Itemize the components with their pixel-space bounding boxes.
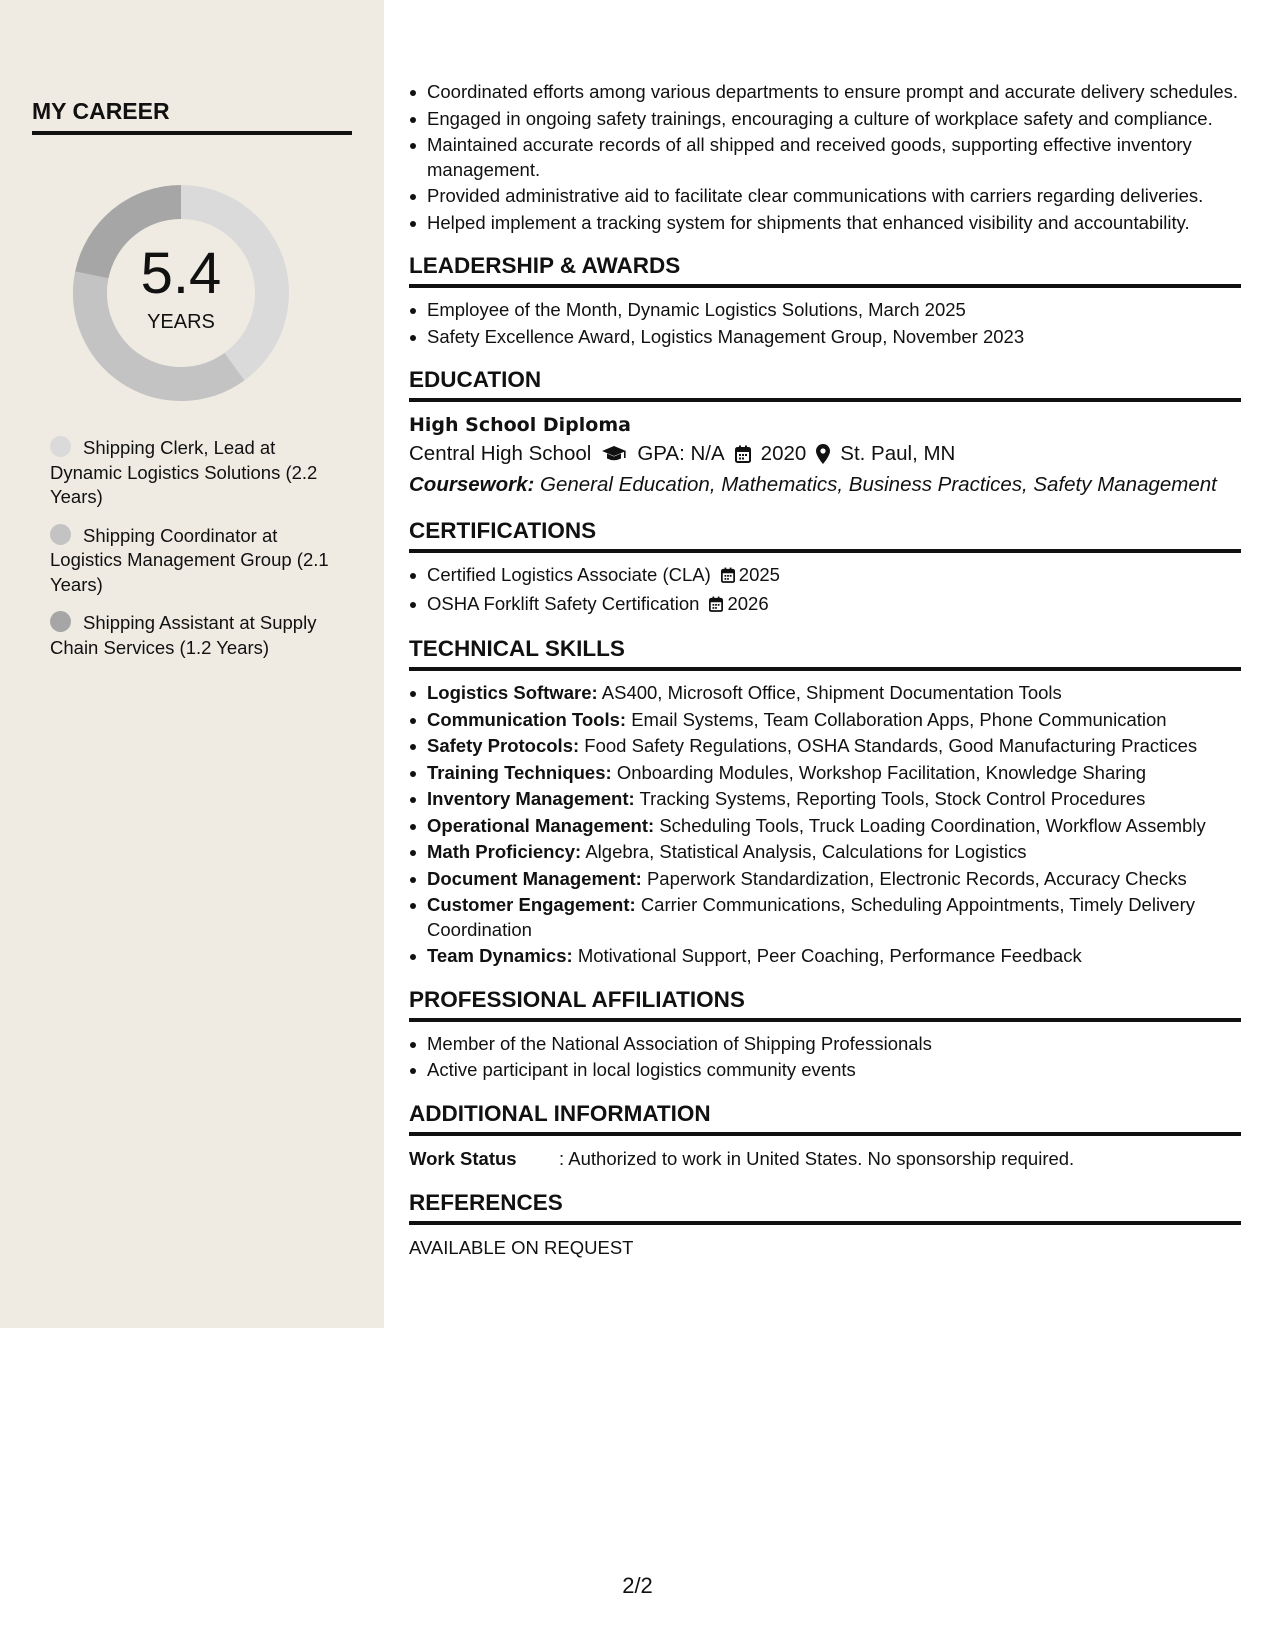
skill-text: Onboarding Modules, Workshop Facilitation, Knowledge Sharing — [616, 761, 1147, 783]
skill-item — [409, 867, 1241, 892]
work-status-row — [409, 1146, 1241, 1172]
gpa-value: GPA: N/A — [637, 442, 725, 465]
certifications-section — [409, 518, 1241, 618]
experience-bullet: Engaged in ongoing safety trainings, encouraging a culture of workplace safety and compliance. — [409, 107, 1241, 132]
skills-list — [409, 681, 1241, 969]
certification-name: Certified Logistics Associate (CLA) — [427, 564, 711, 585]
skill-text: Paperwork Standardization, Electronic Records, Accuracy Checks — [646, 867, 1187, 889]
certification-year: 2025 — [738, 564, 780, 585]
skill-item — [409, 708, 1241, 733]
work-status-label: Work Status — [409, 1147, 517, 1169]
skill-text: Food Safety Regulations, OSHA Standards, Good Manufacturing Practices — [584, 735, 1198, 756]
calendar-icon — [709, 594, 723, 619]
references-section — [409, 1190, 1241, 1261]
calendar-icon — [735, 445, 751, 463]
skill-label: Team Dynamics: — [427, 945, 573, 966]
experience-bullet: Maintained accurate records of all shipped and received goods, supporting effective inventory management. — [409, 133, 1241, 182]
legend-dot — [50, 436, 71, 457]
section-title: REFERENCES — [409, 1190, 1241, 1225]
career-item — [50, 611, 340, 660]
career-item — [50, 524, 340, 598]
experience-bullet: Helped implement a tracking system for shipments that enhanced visibility and accountability. — [409, 211, 1241, 236]
total-years-unit: YEARS — [147, 311, 215, 333]
skill-item — [409, 681, 1241, 706]
skill-label: Operational Management: — [427, 814, 655, 836]
skill-item — [409, 761, 1241, 786]
skill-item — [409, 734, 1241, 759]
certification-item — [409, 592, 1241, 619]
award-item: Employee of the Month, Dynamic Logistics Solutions, March 2025 — [409, 298, 1241, 323]
career-list — [50, 436, 340, 674]
affiliation-item: Active participant in local logistics community events — [409, 1058, 1241, 1083]
experience-bullets — [409, 80, 1241, 235]
school-name: Central High School — [409, 442, 592, 465]
section-title: PROFESSIONAL AFFILIATIONS — [409, 987, 1241, 1022]
affiliation-item: Member of the National Association of Shipping Professionals — [409, 1032, 1241, 1057]
section-title: EDUCATION — [409, 367, 1241, 402]
skill-text: Carrier Communications, Scheduling Appointments, Timely Delivery Coordination — [427, 894, 1196, 940]
experience-bullet: Provided administrative aid to facilitate clear communications with carriers regarding deliveries. — [409, 184, 1241, 209]
legend-dot — [50, 524, 71, 545]
skill-text: Email Systems, Team Collaboration Apps, Phone Communication — [631, 708, 1167, 730]
skill-text: AS400, Microsoft Office, Shipment Documentation Tools — [601, 682, 1062, 703]
main-content — [409, 80, 1241, 1261]
certification-name: OSHA Forklift Safety Certification — [427, 592, 700, 614]
skill-text: Motivational Support, Peer Coaching, Performance Feedback — [577, 945, 1082, 966]
coursework-label: Coursework: — [409, 473, 535, 496]
skill-item — [409, 944, 1241, 969]
leadership-section — [409, 253, 1241, 349]
skill-item — [409, 840, 1241, 865]
awards-list — [409, 298, 1241, 349]
career-item-text: Shipping Clerk, Lead at Dynamic Logistics Solutions (2.2 Years) — [50, 437, 318, 507]
skill-label: Training Techniques: — [427, 761, 612, 783]
certifications-list — [409, 563, 1241, 618]
section-title: LEADERSHIP & AWARDS — [409, 253, 1241, 288]
career-item-text: Shipping Assistant at Supply Chain Services (1.2 Years) — [50, 612, 317, 658]
skill-label: Communication Tools: — [427, 708, 627, 730]
skill-item — [409, 787, 1241, 812]
skills-section — [409, 636, 1241, 969]
education-section — [409, 367, 1241, 500]
certification-year: 2026 — [727, 592, 769, 614]
skill-text: Algebra, Statistical Analysis, Calculations for Logistics — [585, 841, 1027, 862]
skill-label: Document Management: — [427, 867, 642, 889]
skill-text: Scheduling Tools, Truck Loading Coordination, Workflow Assembly — [659, 814, 1206, 836]
total-years-value: 5.4 — [140, 241, 222, 306]
award-item: Safety Excellence Award, Logistics Management Group, November 2023 — [409, 325, 1241, 350]
calendar-icon — [721, 565, 735, 590]
skill-item — [409, 814, 1241, 839]
career-sidebar — [0, 0, 384, 1328]
certification-item — [409, 563, 1241, 590]
career-item — [50, 436, 340, 510]
skill-item — [409, 893, 1241, 942]
affiliations-list — [409, 1032, 1241, 1083]
skill-label: Customer Engagement: — [427, 894, 636, 915]
additional-info-section — [409, 1101, 1241, 1172]
affiliations-section — [409, 987, 1241, 1083]
location-pin-icon — [816, 444, 830, 464]
section-title: CERTIFICATIONS — [409, 518, 1241, 553]
legend-dot — [50, 611, 71, 632]
coursework-text: General Education, Mathematics, Business Practices, Safety Management — [540, 473, 1217, 496]
skill-label: Inventory Management: — [427, 788, 635, 809]
skill-text: Tracking Systems, Reporting Tools, Stock Control Procedures — [639, 788, 1146, 809]
school-location: St. Paul, MN — [840, 442, 956, 465]
skill-label: Logistics Software: — [427, 682, 598, 703]
page-number: 2/2 — [622, 1573, 653, 1598]
career-item-text: Shipping Coordinator at Logistics Management Group (2.1 Years) — [50, 524, 329, 595]
skill-label: Math Proficiency: — [427, 841, 582, 862]
graduation-year: 2020 — [760, 442, 807, 465]
graduation-cap-icon — [601, 445, 627, 463]
section-title: TECHNICAL SKILLS — [409, 636, 1241, 671]
section-title: ADDITIONAL INFORMATION — [409, 1101, 1241, 1136]
coursework — [409, 470, 1241, 500]
skill-label: Safety Protocols: — [427, 735, 580, 756]
work-status-value: : Authorized to work in United States. No sponsorship required. — [559, 1147, 1075, 1169]
degree-name: High School Diploma — [409, 414, 631, 436]
education-details — [409, 438, 1241, 470]
experience-bullet: Coordinated efforts among various departments to ensure prompt and accurate delivery schedules. — [409, 80, 1241, 105]
career-heading: MY CAREER — [32, 98, 352, 135]
references-text: AVAILABLE ON REQUEST — [409, 1236, 634, 1258]
